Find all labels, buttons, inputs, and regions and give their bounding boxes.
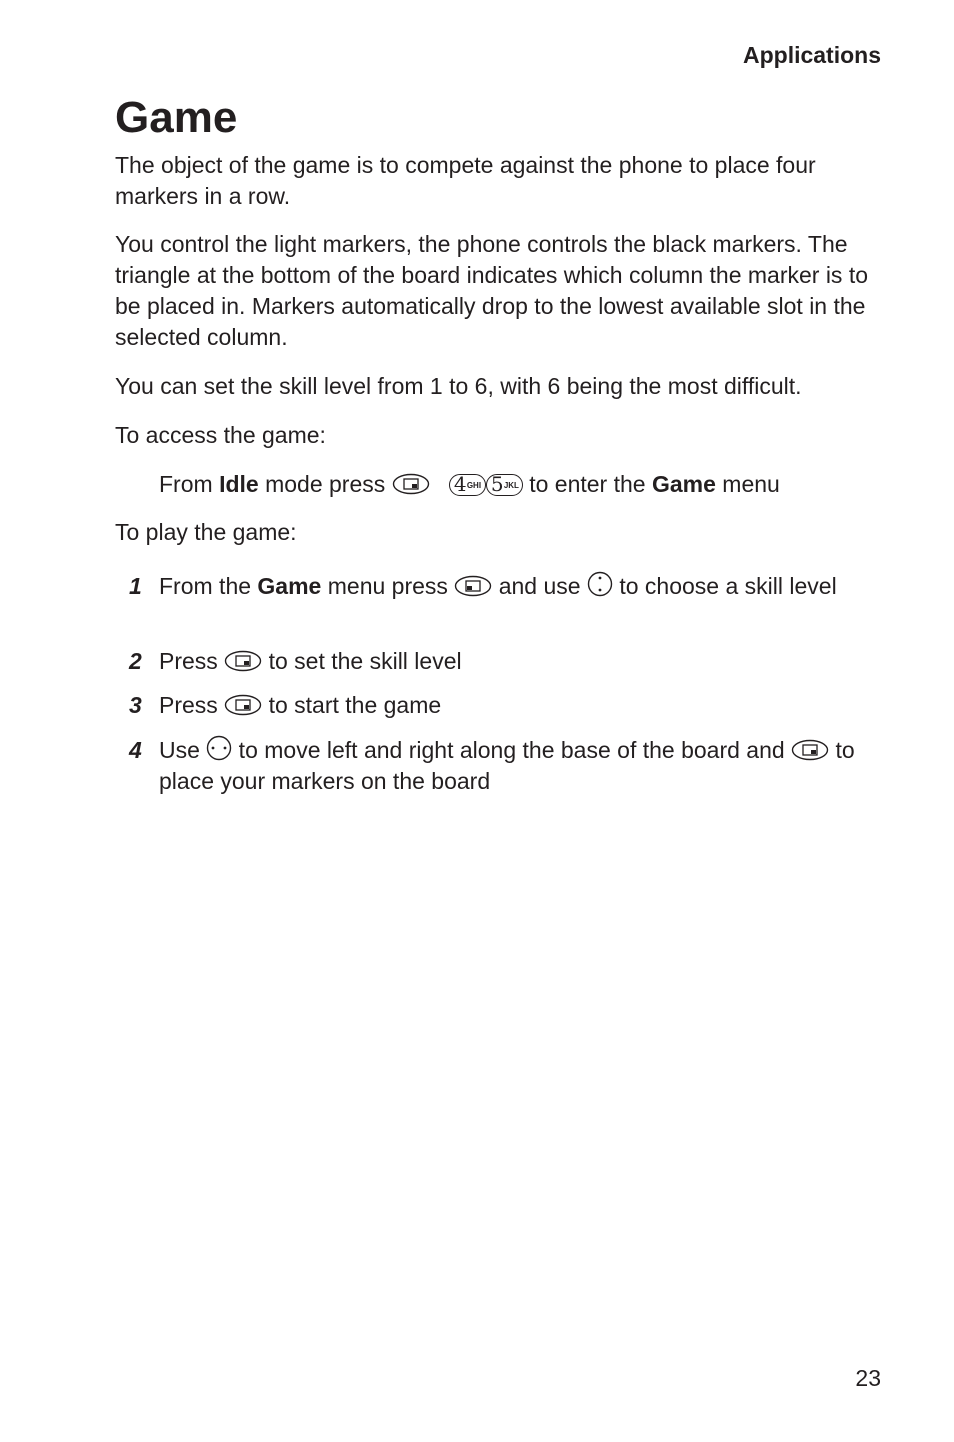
- page-number: 23: [855, 1365, 881, 1391]
- section-header: Applications: [742, 42, 881, 68]
- step-text: From the Game menu press and use to choose a skill level: [159, 573, 837, 599]
- controls-paragraph: You control the light markers, the phone controls the black markers. The triangle at the bottom of the board indicates which column the marker is to be placed in. Markers automatically drop to the lowest available slot in the selected column.: [115, 231, 869, 350]
- step-text: Use to move left and right along the base of the board and to place your markers on the board: [159, 737, 855, 794]
- step-text: Press to set the skill level: [159, 648, 462, 674]
- step-number: 3: [129, 692, 142, 718]
- step-number: 2: [129, 648, 142, 674]
- play-heading: To play the game:: [115, 519, 297, 545]
- intro-paragraph: The object of the game is to compete against the phone to place four markers in a row.: [115, 152, 816, 209]
- nav-left-right-icon: [206, 735, 232, 761]
- access-heading: To access the game:: [115, 422, 326, 448]
- right-softkey-icon: [392, 473, 430, 495]
- right-softkey-icon: [791, 739, 829, 761]
- right-softkey-icon: [224, 694, 262, 716]
- access-instruction: From Idle mode press 4 GHI 5 JKL to enter the Game menu: [159, 471, 780, 497]
- step-number: 1: [129, 573, 142, 599]
- skill-paragraph: You can set the skill level from 1 to 6, with 6 being the most difficult.: [115, 373, 802, 399]
- right-softkey-icon: [224, 650, 262, 672]
- step-number: 4: [129, 737, 142, 763]
- step-text: Press to start the game: [159, 692, 442, 718]
- left-softkey-icon: [454, 575, 492, 597]
- page-title: Game: [115, 93, 238, 142]
- key-5-icon: 5 JKL: [486, 474, 523, 496]
- nav-up-down-icon: [587, 571, 613, 597]
- key-4-icon: 4 GHI: [449, 474, 486, 496]
